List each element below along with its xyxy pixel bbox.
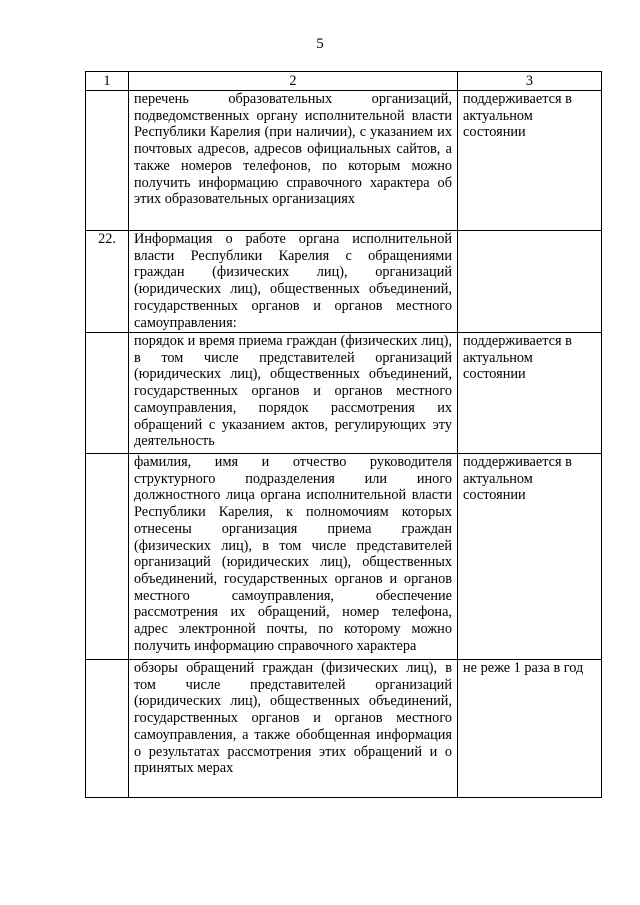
row-information: Информация о работе органа исполнительной власти Республики Карелия с обращениями граждан (физических лиц), организаций (юридических лиц), общественных объединений, государственных органов и органов местного самоуправления: — [129, 231, 458, 333]
table-row — [86, 454, 602, 660]
row-number — [86, 91, 129, 231]
row-number — [86, 333, 129, 454]
row-update-frequency: поддерживается в актуальном состоянии — [458, 91, 602, 231]
row-information: перечень образовательных организаций, подведомственных органу исполнительной власти Республики Карелия (при наличии), с указанием их почтовых адресов, адресов официальных сайтов, а также номеров телефонов, по которым можно получить информацию справочного характера об этих образовательных организациях — [129, 91, 458, 231]
row-information: фамилия, имя и отчество руководителя структурного подразделения или иного должностного лица органа исполнительной власти Республики Карелия, к полномочиям которых отнесены организация приема граждан (физических лиц), в том числе представителей организаций (юридических лиц), общественных объединений, государственных органов и органов местного самоуправления, обеспечение рассмотрения их обращений, номер телефона, адрес электронной почты, по которому можно получить информацию справочного характера — [129, 454, 458, 660]
table-row — [86, 231, 602, 333]
row-update-frequency: не реже 1 раза в год — [458, 660, 602, 798]
column-header-number: 1 — [86, 72, 129, 91]
row-update-frequency: поддерживается в актуальном состоянии — [458, 454, 602, 660]
table-row — [86, 660, 602, 798]
row-update-frequency: поддерживается в актуальном состоянии — [458, 333, 602, 454]
row-number: 22. — [86, 231, 129, 333]
column-header-information: 2 — [129, 72, 458, 91]
row-update-frequency — [458, 231, 602, 333]
table-header-row — [86, 72, 602, 91]
page-number: 5 — [316, 36, 324, 52]
document-table — [85, 71, 602, 798]
row-information: обзоры обращений граждан (физических лиц), в том числе представителей организаций (юридических лиц), общественных объединений, государственных органов и органов местного самоуправления, а также обобщенная информация о результатах рассмотрения этих обращений и о принятых мерах — [129, 660, 458, 798]
row-number — [86, 454, 129, 660]
row-information: порядок и время приема граждан (физических лиц), в том числе представителей организаций (юридических лиц), общественных объединений, государственных органов и органов местного самоуправления, порядок рассмотрения их обращений с указанием актов, регулирующих эту деятельность — [129, 333, 458, 454]
column-header-frequency: 3 — [458, 72, 602, 91]
row-number — [86, 660, 129, 798]
table-row — [86, 91, 602, 231]
table-row — [86, 333, 602, 454]
